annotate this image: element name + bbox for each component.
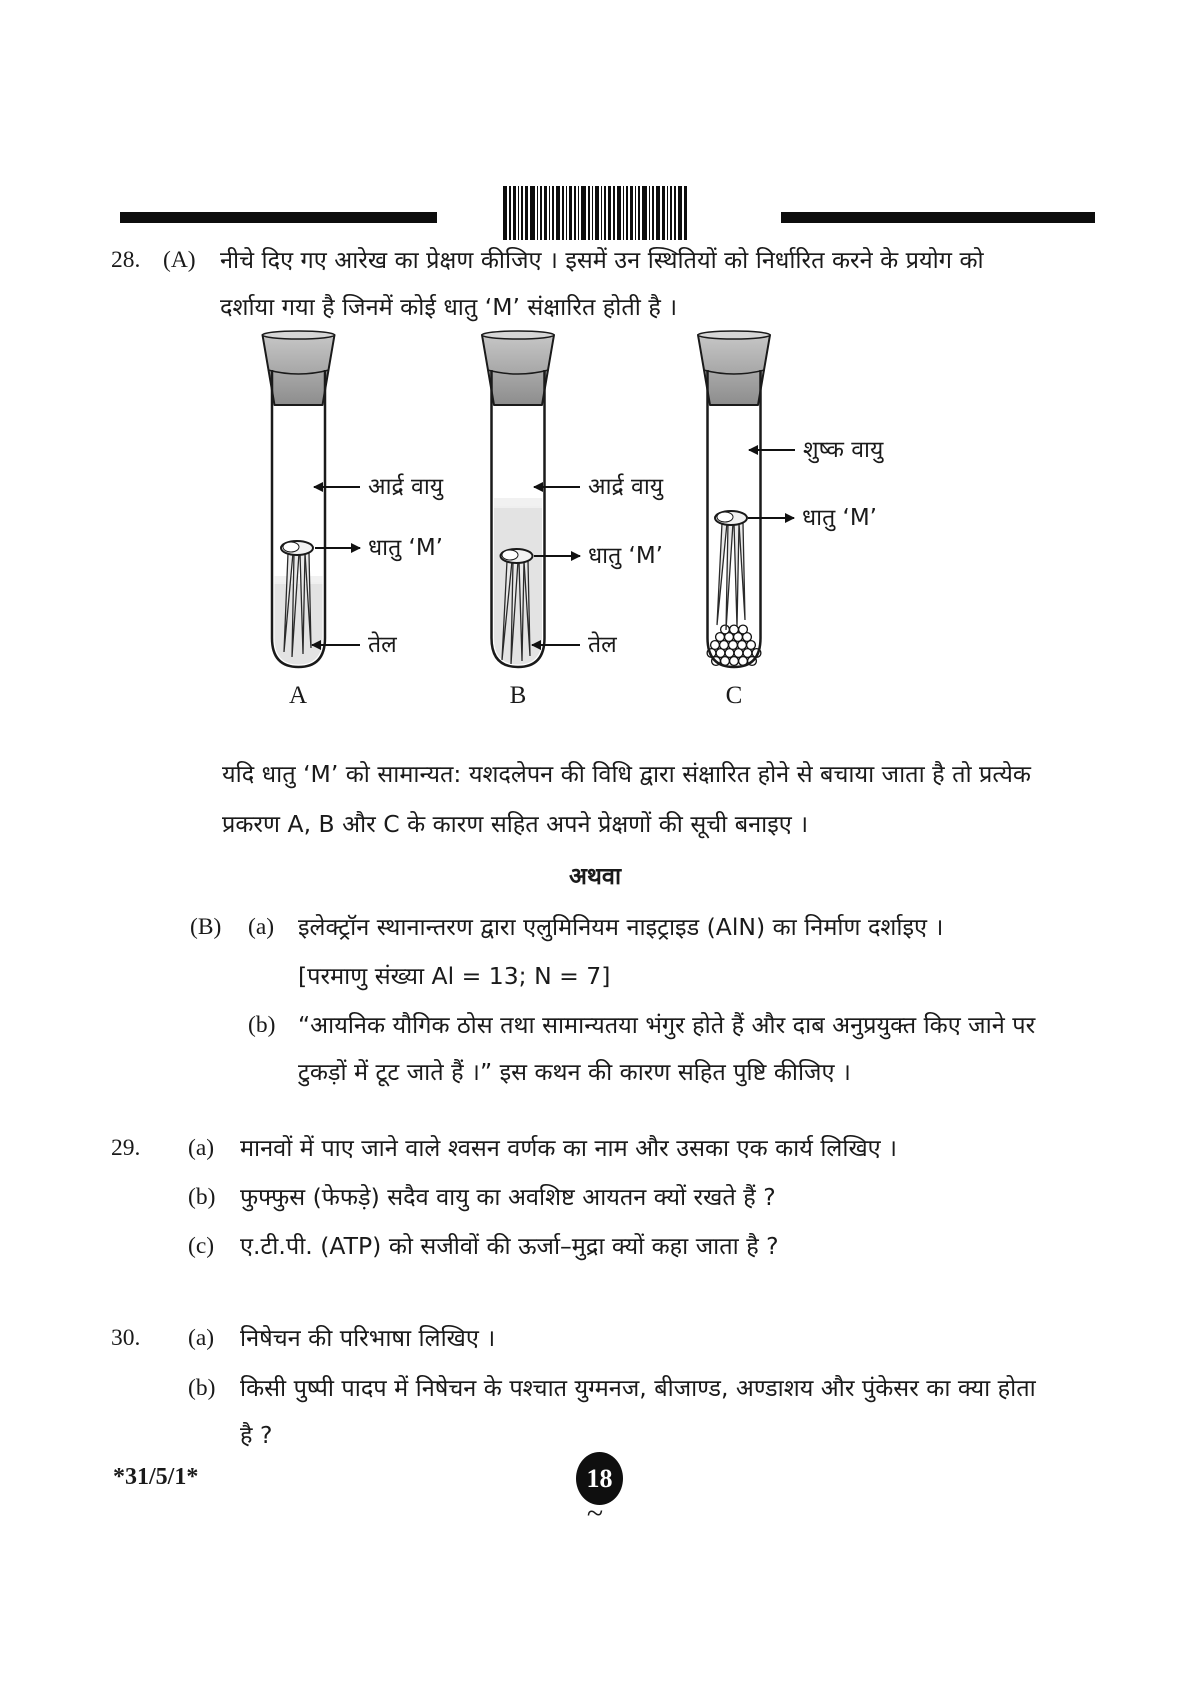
cork-c-icon [698, 335, 770, 405]
q28-partB-b-line-1: “आयनिक यौगिक ठोस तथा सामान्यतया भंगुर होते हैं और दाब अनुप्रयुक्त किए जाने पर [298, 1011, 1036, 1039]
test-tube-diagram [0, 320, 1190, 720]
label-b-oil: तेल [588, 632, 617, 658]
page-number-badge: 18 [576, 1452, 623, 1505]
cork-a-icon [263, 335, 335, 405]
q30-a-text: निषेचन की परिभाषा लिखिए । [240, 1324, 496, 1352]
header-rule-right [781, 212, 1095, 223]
tube-letter-a: A [288, 682, 308, 709]
q30-b-line-1: किसी पुष्पी पादप में निषेचन के पश्चात युग्मनज, बीजाण्ड, अण्डाशय और पुंकेसर का क्या होता [240, 1374, 1036, 1402]
q29-c-text: ए.टी.पी. (ATP) को सजीवों की ऊर्जा–मुद्रा क्यों कहा जाता है ? [240, 1232, 779, 1260]
q28-closing-line-1: यदि धातु ‘M’ को सामान्यत: यशदलेपन की विधि द्वारा संक्षारित होने से बचाया जाता है तो प्रत्येक [222, 760, 1031, 788]
test-tube-a [263, 331, 361, 667]
q29-b-text: फुफ्फुस (फेफड़े) सदैव वायु का अवशिष्ट आयतन क्यों रखते हैं ? [240, 1183, 776, 1211]
q29-c-label: (c) [188, 1233, 215, 1259]
q28-closing-line-2: प्रकरण A, B और C के कारण सहित अपने प्रेक्षणों की सूची बनाइए । [222, 810, 809, 838]
q28-partA-label: (A) [163, 247, 196, 273]
tube-letter-b: B [509, 682, 527, 709]
barcode [503, 186, 687, 240]
water-b [494, 506, 542, 665]
label-a-air: आर्द्र वायु [368, 474, 444, 500]
label-b-air: आर्द्र वायु [588, 474, 664, 500]
label-c-air: शुष्क वायु [803, 437, 884, 463]
header-rule-left [120, 212, 437, 223]
q28-intro-line-2: दर्शाया गया है जिनमें कोई धातु ‘M’ संक्षारित होती है । [220, 293, 678, 321]
q28-intro-line-1: नीचे दिए गए आरेख का प्रेक्षण कीजिए । इसमें उन स्थितियों को निर्धारित करने के प्रयोग को [220, 246, 984, 274]
q28-partB-a-label: (a) [248, 914, 275, 940]
footer-set-code: *31/5/1* [113, 1464, 199, 1490]
label-b-metal: धातु ‘M’ [588, 543, 663, 569]
or-separator: अथवा [568, 862, 622, 890]
test-tube-c [698, 331, 795, 667]
water-a [275, 582, 323, 665]
label-c-metal: धातु ‘M’ [802, 505, 877, 531]
q28-number: 28. [111, 247, 141, 273]
q30-b-label: (b) [188, 1375, 216, 1401]
q28-partB-a-text: इलेक्ट्रॉन स्थानान्तरण द्वारा एलुमिनियम नाइट्राइड (AlN) का निर्माण दर्शाइए । [298, 913, 944, 941]
q28-partB-a-note: [परमाणु संख्या Al = 13; N = 7] [298, 962, 611, 990]
q28-partB-b-label: (b) [248, 1012, 276, 1038]
label-a-oil: तेल [368, 632, 397, 658]
q29-number: 29. [111, 1135, 141, 1161]
test-tube-b [482, 331, 580, 667]
q30-b-line-2: है ? [240, 1421, 273, 1449]
label-a-metal: धातु ‘M’ [368, 535, 443, 561]
nails-c [715, 511, 747, 630]
q29-b-label: (b) [188, 1184, 216, 1210]
q29-a-label: (a) [188, 1135, 215, 1161]
q28-partB-label: (B) [190, 914, 222, 940]
q29-a-text: मानवों में पाए जाने वाले श्वसन वर्णक का नाम और उसका एक कार्य लिखिए । [240, 1134, 898, 1162]
q28-partB-b-line-2: टुकड़ों में टूट जाते हैं ।” इस कथन की कारण सहित पुष्टि कीजिए । [298, 1058, 851, 1086]
q30-a-label: (a) [188, 1325, 215, 1351]
footer-tilde: ~ [586, 1497, 604, 1530]
tube-letter-c: C [725, 682, 743, 709]
q30-number: 30. [111, 1325, 141, 1351]
cork-b-icon [482, 335, 554, 405]
